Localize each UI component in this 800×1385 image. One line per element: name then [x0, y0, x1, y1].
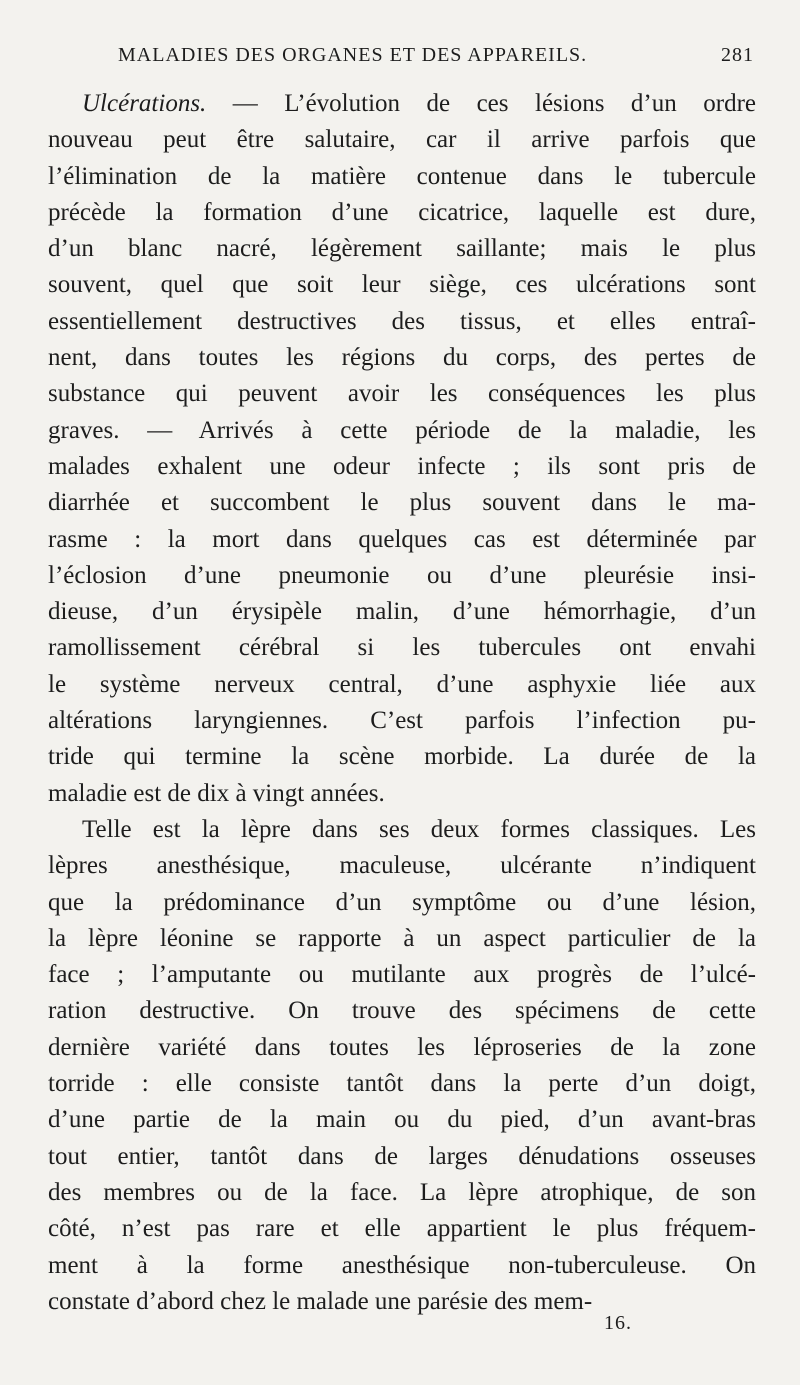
- text-line-content: face ; l’amputante ou mutilante aux progrès de l’ulcé-: [48, 961, 756, 989]
- text-line-content: Telle est la lèpre dans ses deux formes classiques. Les: [82, 815, 756, 843]
- text-line-content: nouveau peut être salutaire, car il arrive parfois que: [48, 126, 756, 154]
- text-line: [48, 1211, 756, 1247]
- text-line: [48, 1066, 756, 1102]
- text-line: [48, 921, 756, 957]
- text-line: [48, 340, 756, 376]
- text-line: [48, 231, 756, 267]
- page-number: 281: [721, 44, 754, 66]
- text-line-content: constate d’abord chez le malade une parésie des mem-: [48, 1287, 593, 1315]
- text-line-content: dieuse, d’un érysipèle malin, d’une hémorrhagie, d’un: [48, 598, 756, 626]
- text-line: [48, 993, 756, 1029]
- text-line-content: lèpres anesthésique, maculeuse, ulcérante n’indiquent: [48, 852, 756, 880]
- text-line-content: diarrhée et succombent le plus souvent dans le ma-: [48, 489, 756, 517]
- text-line-content: l’éclosion d’une pneumonie ou d’une pleurésie insi-: [48, 561, 756, 589]
- text-line-content: essentiellement destructives des tissus, et elles entraî-: [48, 307, 756, 335]
- text-line-content: ration destructive. On trouve des spécimens de cette: [48, 997, 756, 1025]
- text-line-content: précède la formation d’une cicatrice, laquelle est dure,: [48, 198, 756, 226]
- text-line-content: que la prédominance d’un symptôme ou d’une lésion,: [48, 888, 756, 916]
- text-line-content: d’un blanc nacré, légèrement saillante; mais le plus: [48, 235, 756, 263]
- text-line: [48, 739, 756, 775]
- text-line: [48, 558, 756, 594]
- page-header: [60, 44, 760, 74]
- text-line-content: souvent, quel que soit leur siège, ces ulcérations sont: [48, 271, 756, 299]
- text-line-content: substance qui peuvent avoir les conséquences les plus: [48, 380, 756, 408]
- text-line: [48, 122, 756, 158]
- text-line: [48, 1102, 756, 1138]
- text-line: [48, 304, 756, 340]
- text-line-content: malades exhalent une odeur infecte ; ils sont pris de: [48, 452, 756, 480]
- text-line-content: nent, dans toutes les régions du corps, des pertes de: [48, 344, 756, 372]
- text-line-content: d’une partie de la main ou du pied, d’un avant-bras: [48, 1106, 756, 1134]
- text-line: [48, 267, 756, 303]
- text-line: [48, 594, 756, 630]
- text-line: [48, 485, 756, 521]
- text-line-content: des membres ou de la face. La lèpre atrophique, de son: [48, 1178, 756, 1206]
- text-line-content: tout entier, tantôt dans de larges dénudations osseuses: [48, 1142, 756, 1170]
- text-line-content: ment à la forme anesthésique non-tuberculeuse. On: [48, 1251, 756, 1279]
- section-lead: Ulcérations.: [82, 90, 207, 117]
- running-title: MALADIES DES ORGANES ET DES APPAREILS.: [118, 44, 588, 66]
- text-line: [48, 413, 756, 449]
- text-line: [48, 776, 756, 812]
- text-line: [48, 1030, 756, 1066]
- text-line-content: dernière variété dans toutes les léproseries de la zone: [48, 1033, 756, 1061]
- text-line: [48, 703, 756, 739]
- text-line-content: côté, n’est pas rare et elle appartient le plus fréquem-: [48, 1215, 756, 1243]
- text-line: [48, 848, 756, 884]
- text-line-content: l’élimination de la matière contenue dans le tubercule: [48, 162, 756, 190]
- text-line-content: — L’évolution de ces lésions d’un ordre: [206, 90, 756, 117]
- text-line: [48, 1248, 756, 1284]
- text-line: [48, 667, 756, 703]
- text-line-content: graves. — Arrivés à cette période de la maladie, les: [48, 416, 756, 444]
- text-line: [48, 630, 756, 666]
- text-line-content: rasme : la mort dans quelques cas est déterminée par: [48, 525, 756, 553]
- text-line: [48, 195, 756, 231]
- text-line: [48, 159, 756, 195]
- text-line-content: ramollissement cérébral si les tubercules ont envahi: [48, 634, 756, 662]
- text-line-content: torride : elle consiste tantôt dans la perte d’un doigt,: [48, 1070, 756, 1098]
- signature-mark: 16.: [604, 1312, 632, 1334]
- text-line-content: tride qui termine la scène morbide. La durée de la: [48, 743, 756, 771]
- text-line: [48, 86, 756, 122]
- body-text: [48, 86, 756, 1320]
- text-line: [48, 1139, 756, 1175]
- text-line: [48, 812, 756, 848]
- text-line-content: maladie est de dix à vingt années.: [48, 779, 385, 807]
- text-line: [48, 885, 756, 921]
- text-line-content: le système nerveux central, d’une asphyxie liée aux: [48, 670, 756, 698]
- text-line: [48, 1175, 756, 1211]
- text-line: [48, 522, 756, 558]
- text-line-content: la lèpre léonine se rapporte à un aspect particulier de la: [48, 924, 756, 952]
- text-line: [48, 376, 756, 412]
- text-line: [48, 449, 756, 485]
- text-line-content: altérations laryngiennes. C’est parfois l’infection pu-: [48, 707, 756, 735]
- text-line: [48, 957, 756, 993]
- text-line: [48, 1284, 756, 1320]
- paragraph-ulcerations: [48, 86, 756, 812]
- paragraph-forms: [48, 812, 756, 1320]
